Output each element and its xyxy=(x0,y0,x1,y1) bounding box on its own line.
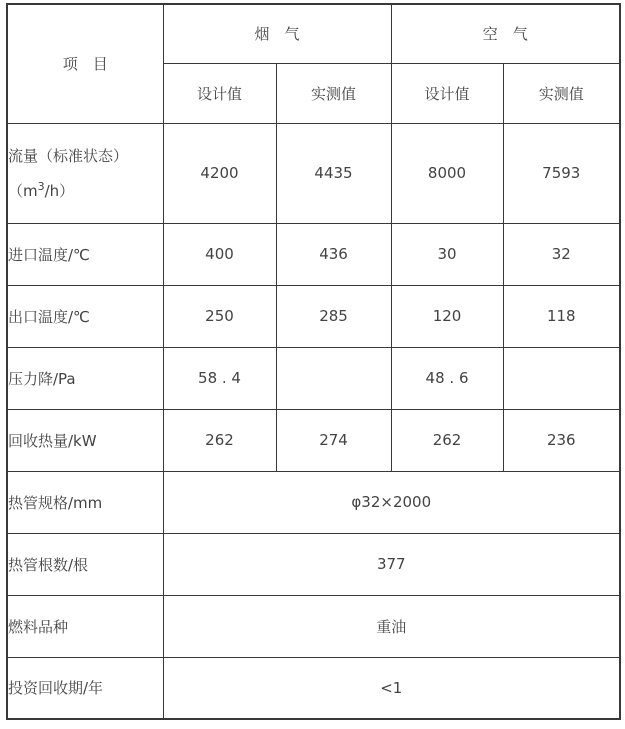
cell-inlet-flue-design: 400 xyxy=(163,223,276,285)
header-flue-design: 设计值 xyxy=(163,63,276,123)
cell-pipe-spec-value: φ32×2000 xyxy=(163,471,620,533)
table-row-outlet-temp xyxy=(7,285,620,347)
row-label-pipe-count: 热管根数/根 xyxy=(7,533,163,595)
flow-unit-prefix: （m xyxy=(8,182,38,200)
cell-flow-air-measured: 7593 xyxy=(503,123,620,223)
cell-outlet-air-measured: 118 xyxy=(503,285,620,347)
table-row-recovered-heat xyxy=(7,409,620,471)
cell-inlet-air-measured: 32 xyxy=(503,223,620,285)
row-label-payback-period: 投资回收期/年 xyxy=(7,657,163,719)
cell-heat-flue-design: 262 xyxy=(163,409,276,471)
row-label-flow xyxy=(7,123,163,223)
cell-inlet-flue-measured: 436 xyxy=(276,223,391,285)
row-label-flow-line2 xyxy=(8,180,163,201)
header-flue-gas: 烟 气 xyxy=(163,4,391,63)
table-row-payback-period xyxy=(7,657,620,719)
header-row-groups xyxy=(7,4,620,63)
cell-inlet-air-design: 30 xyxy=(391,223,503,285)
table-row-pipe-count xyxy=(7,533,620,595)
table-row-flow xyxy=(7,123,620,223)
cell-pressure-flue-design: 58 . 4 xyxy=(163,347,276,409)
cell-fuel-type-value: 重油 xyxy=(163,595,620,657)
header-air-design: 设计值 xyxy=(391,63,503,123)
flow-unit-suffix: /h） xyxy=(44,182,75,200)
row-label-recovered-heat: 回收热量/kW xyxy=(7,409,163,471)
cell-payback-period-value: <1 xyxy=(163,657,620,719)
header-item: 项 目 xyxy=(7,4,163,123)
table-row-inlet-temp xyxy=(7,223,620,285)
header-flue-measured: 实测值 xyxy=(276,63,391,123)
row-label-inlet-temp: 进口温度/℃ xyxy=(7,223,163,285)
cell-heat-flue-measured: 274 xyxy=(276,409,391,471)
cell-pipe-count-value: 377 xyxy=(163,533,620,595)
cell-flow-air-design: 8000 xyxy=(391,123,503,223)
flow-unit-superscript: 3 xyxy=(37,180,45,193)
cell-flow-flue-design: 4200 xyxy=(163,123,276,223)
row-label-flow-line1: 流量（标准状态） xyxy=(8,147,129,165)
cell-pressure-air-design: 48 . 6 xyxy=(391,347,503,409)
table-row-fuel-type xyxy=(7,595,620,657)
row-label-fuel-type: 燃料品种 xyxy=(7,595,163,657)
cell-outlet-flue-measured: 285 xyxy=(276,285,391,347)
cell-flow-flue-measured: 4435 xyxy=(276,123,391,223)
cell-outlet-air-design: 120 xyxy=(391,285,503,347)
table-row-pipe-spec xyxy=(7,471,620,533)
table-row-pressure-drop xyxy=(7,347,620,409)
row-label-pipe-spec: 热管规格/mm xyxy=(7,471,163,533)
cell-heat-air-measured: 236 xyxy=(503,409,620,471)
header-air-measured: 实测值 xyxy=(503,63,620,123)
spec-table xyxy=(6,3,621,720)
row-label-pressure-drop: 压力降/Pa xyxy=(7,347,163,409)
cell-pressure-flue-measured xyxy=(276,347,391,409)
cell-heat-air-design: 262 xyxy=(391,409,503,471)
cell-pressure-air-measured xyxy=(503,347,620,409)
row-label-outlet-temp: 出口温度/℃ xyxy=(7,285,163,347)
cell-outlet-flue-design: 250 xyxy=(163,285,276,347)
header-air: 空 气 xyxy=(391,4,620,63)
